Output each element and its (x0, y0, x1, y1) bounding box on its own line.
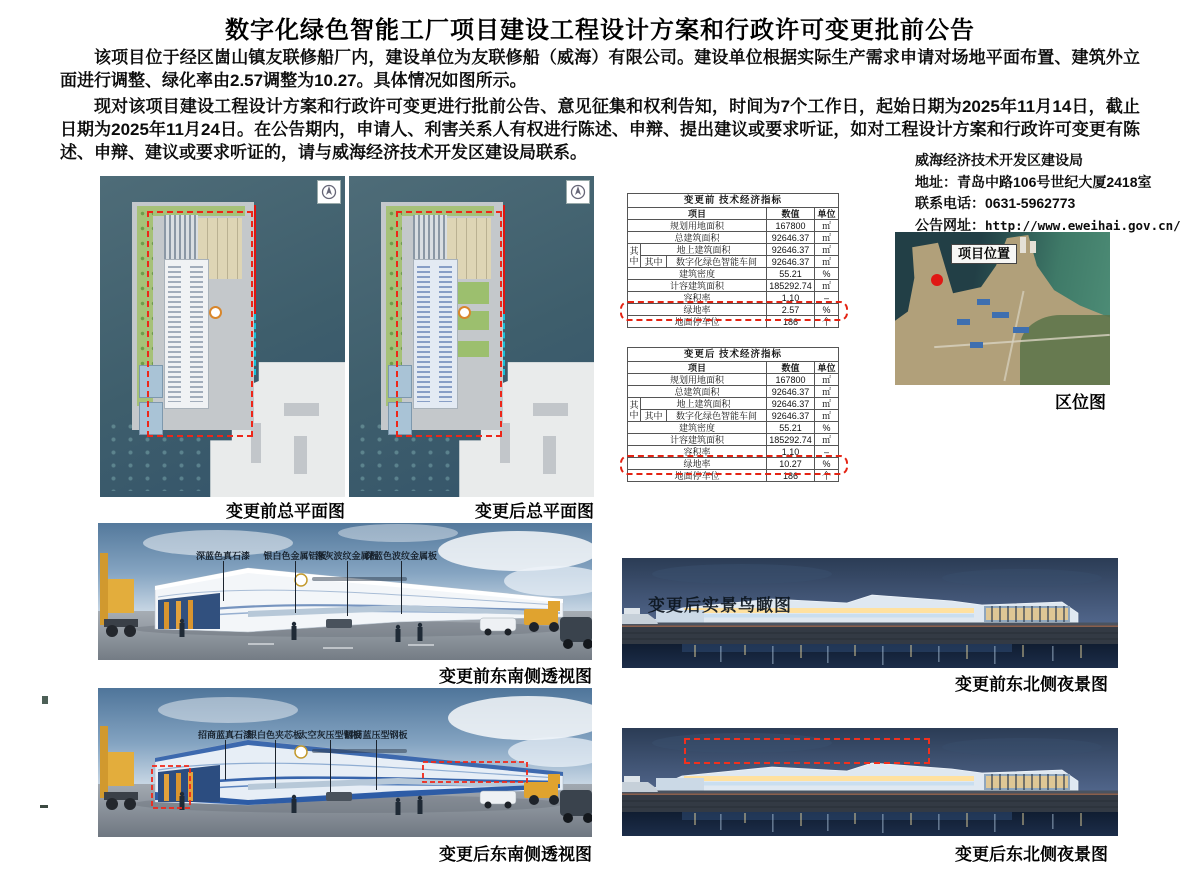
hill-area (1020, 315, 1110, 385)
caption-location-map: 区位图 (1055, 393, 1106, 412)
leader-line (295, 561, 296, 613)
row-unit: ㎡ (815, 386, 839, 398)
table-row (628, 268, 839, 280)
table-row (628, 470, 839, 482)
quay-edge-red-line (503, 205, 505, 314)
table-row-green-ratio (628, 304, 839, 316)
quay-edge-red-line (254, 205, 256, 314)
row-value: 10.27 (767, 458, 815, 470)
port-building (543, 436, 556, 474)
row-value: 1.10 (767, 446, 815, 458)
port-building (294, 436, 307, 474)
site-plan-after-image (349, 176, 594, 497)
zhong-outer-cell: 其中 (629, 399, 639, 420)
row-unit: ㎡ (815, 434, 839, 446)
table-row (628, 398, 839, 410)
row-label: 规划用地面积 (628, 220, 767, 232)
row-unit: ㎡ (815, 220, 839, 232)
project-location-marker (931, 274, 943, 286)
material-label: 深灰波纹金属板 (315, 551, 379, 561)
row-unit: ㎡ (815, 256, 839, 268)
material-label: 太空灰压型钢板 (298, 730, 362, 740)
leader-line (347, 561, 348, 616)
scan-artifact (42, 696, 48, 704)
row-unit: ㎡ (815, 410, 839, 422)
row-label: 建筑密度 (628, 422, 767, 434)
row-value: 92646.37 (767, 244, 815, 256)
row-label: 地面停车位 (628, 470, 767, 482)
table-title: 变更前 技术经济指标 (628, 194, 839, 208)
dock-structure (1020, 237, 1026, 253)
row-value: 55.21 (767, 268, 815, 280)
caption-se-before: 变更前东南侧透视图 (439, 667, 592, 686)
table-row (628, 232, 839, 244)
row-value: 92646.37 (767, 386, 815, 398)
row-unit: ㎡ (815, 244, 839, 256)
row-label: 总建筑面积 (628, 232, 767, 244)
rendering-graphic (98, 688, 592, 837)
zhong-inner-cell: 其中 (641, 410, 667, 422)
site-plan-before-image (100, 176, 345, 497)
paragraph-project-intro: 该项目位于经区崮山镇友联修船厂内，建设单位为友联修船（威海）有限公司。建设单位根据实际生产需求申请对场地平面布置、建筑外立面进行调整、绿化率由2.57调整为10.27。具体情况如图所示。 (60, 48, 1140, 90)
col-header-unit: 单位 (815, 208, 839, 220)
scan-artifact (40, 805, 48, 808)
table-row (628, 220, 839, 232)
agency-name: 威海经济技术开发区建设局 (915, 152, 1083, 168)
row-value: 167800 (767, 374, 815, 386)
row-value: 55.21 (767, 422, 815, 434)
table-row (628, 446, 839, 458)
row-unit: – (815, 292, 839, 304)
table-row (628, 386, 839, 398)
material-label: 招商蓝压型钢板 (344, 730, 408, 740)
table-row-green-ratio (628, 458, 839, 470)
leader-line (275, 740, 276, 788)
leader-line (330, 740, 331, 792)
paragraph-notice-period: 现对该项目建设工程设计方案和行政许可变更进行批前公告、意见征集和权利告知，时间为7个工作日，起始日期为2025年11月14日，截止日期为2025年11月24日。在公告期内，申请人、利害关系人有权进行陈述、申辩、提出建议或要求听证，如对工程设计方案和行政许可变更有陈述、申辩、建议或要求听证的，请与威海经济技术开发区建设局联系。 (60, 97, 1140, 162)
row-unit: 个 (815, 470, 839, 482)
row-label: 计容建筑面积 (628, 434, 767, 446)
rendering-graphic (98, 523, 592, 660)
table-row (628, 256, 839, 268)
row-label: 绿地率 (628, 304, 767, 316)
project-location-label: 项目位置 (951, 244, 1017, 264)
row-label: 地上建筑面积 (641, 244, 767, 256)
row-label: 绿地率 (628, 458, 767, 470)
col-header-value: 数值 (767, 208, 815, 220)
table-row (628, 374, 839, 386)
rendering-night-before-image (622, 558, 1118, 668)
row-unit: ㎡ (815, 280, 839, 292)
row-label: 建筑密度 (628, 268, 767, 280)
indicator-table-after (627, 347, 840, 482)
quay-edge-cyan-line (503, 314, 505, 375)
material-label: 银白色夹芯板 (247, 730, 303, 740)
row-unit: % (815, 268, 839, 280)
row-value: 92646.37 (767, 410, 815, 422)
material-label: 招商蓝真石漆 (197, 730, 253, 740)
table-row (628, 316, 839, 328)
table-header-row (628, 208, 839, 220)
table-row (628, 422, 839, 434)
row-label: 计容建筑面积 (628, 280, 767, 292)
row-label: 总建筑面积 (628, 386, 767, 398)
row-label: 地面停车位 (628, 316, 767, 328)
row-value: 186 (767, 470, 815, 482)
agency-website-url: http://www.eweihai.gov.cn/ (985, 217, 1181, 233)
row-label: 数字化绿色智能车间 (667, 410, 767, 422)
table-row (628, 244, 839, 256)
row-unit: % (815, 422, 839, 434)
rendering-se-before-image (98, 523, 592, 660)
row-unit: % (815, 458, 839, 470)
row-value: 186 (767, 316, 815, 328)
zhong-inner-cell: 其中 (641, 256, 667, 268)
agency-website-label: 公告网址： (915, 216, 985, 233)
caption-night-after: 变更后东北侧夜景图 (955, 845, 1108, 864)
row-label: 容积率 (628, 292, 767, 304)
row-unit: ㎡ (815, 232, 839, 244)
zhong-outer-cell: 其中 (629, 245, 639, 266)
table-row (628, 434, 839, 446)
material-label: 银白色金属铝板 (263, 551, 327, 561)
table-row (628, 292, 839, 304)
caption-se-after: 变更后东南侧透视图 (439, 845, 592, 864)
agency-address: 地址：青岛中路106号世纪大厦2418室 (915, 173, 1152, 190)
page-title: 数字化绿色智能工厂项目建设工程设计方案和行政许可变更批前公告 (225, 17, 975, 44)
row-value: 185292.74 (767, 280, 815, 292)
col-header-unit: 单位 (815, 362, 839, 374)
agency-contact-block (915, 150, 1181, 236)
building-roof (970, 342, 983, 348)
table-row (628, 410, 839, 422)
rendering-night-after-image (622, 728, 1118, 836)
caption-plan-after: 变更后总平面图 (475, 502, 594, 521)
col-header-item: 项目 (628, 362, 767, 374)
row-label: 容积率 (628, 446, 767, 458)
caption-plan-before: 变更前总平面图 (226, 502, 345, 521)
row-unit: – (815, 446, 839, 458)
row-value: 185292.74 (767, 434, 815, 446)
row-label: 地上建筑面积 (641, 398, 767, 410)
table-header-row (628, 362, 839, 374)
row-label: 数字化绿色智能车间 (667, 256, 767, 268)
building-roof (977, 299, 990, 305)
leader-line (376, 740, 377, 790)
row-label: 规划用地面积 (628, 374, 767, 386)
port-road (533, 403, 568, 416)
indicator-table-before (627, 193, 840, 328)
row-value: 2.57 (767, 304, 815, 316)
change-highlight-box (684, 738, 930, 764)
agency-phone: 联系电话：0631-5962773 (915, 195, 1076, 211)
table-title-row (628, 348, 839, 362)
col-header-value: 数值 (767, 362, 815, 374)
dock-structure (1030, 241, 1036, 253)
port-road (284, 403, 319, 416)
row-unit: ㎡ (815, 398, 839, 410)
row-value: 167800 (767, 220, 815, 232)
col-header-item: 项目 (628, 208, 767, 220)
north-compass-icon (317, 180, 341, 204)
quay-edge-cyan-line (254, 314, 256, 375)
caption-night-before: 变更前东北侧夜景图 (955, 675, 1108, 694)
row-value: 92646.37 (767, 398, 815, 410)
row-value: 1.10 (767, 292, 815, 304)
rendering-se-after-image (98, 688, 592, 837)
image-overlay-text: 变更后实景鸟瞰图 (648, 596, 792, 615)
table-title-row (628, 194, 839, 208)
table-row (628, 280, 839, 292)
material-label: 深蓝色波纹金属板 (364, 551, 438, 561)
row-value: 92646.37 (767, 232, 815, 244)
building-roof (957, 319, 970, 325)
table-title: 变更后 技术经济指标 (628, 348, 839, 362)
leader-line (225, 740, 226, 780)
row-value: 92646.37 (767, 256, 815, 268)
row-unit: 个 (815, 316, 839, 328)
building-roof (1013, 327, 1029, 333)
material-label: 深蓝色真石漆 (195, 551, 251, 561)
row-unit: % (815, 304, 839, 316)
leader-line (401, 561, 402, 614)
location-satellite-map (895, 232, 1110, 385)
row-unit: ㎡ (815, 374, 839, 386)
notice-body (60, 46, 1140, 164)
red-boundary-line (396, 211, 503, 436)
red-boundary-line (147, 211, 254, 436)
building-roof (992, 312, 1009, 318)
north-compass-icon (566, 180, 590, 204)
leader-line (223, 561, 224, 601)
